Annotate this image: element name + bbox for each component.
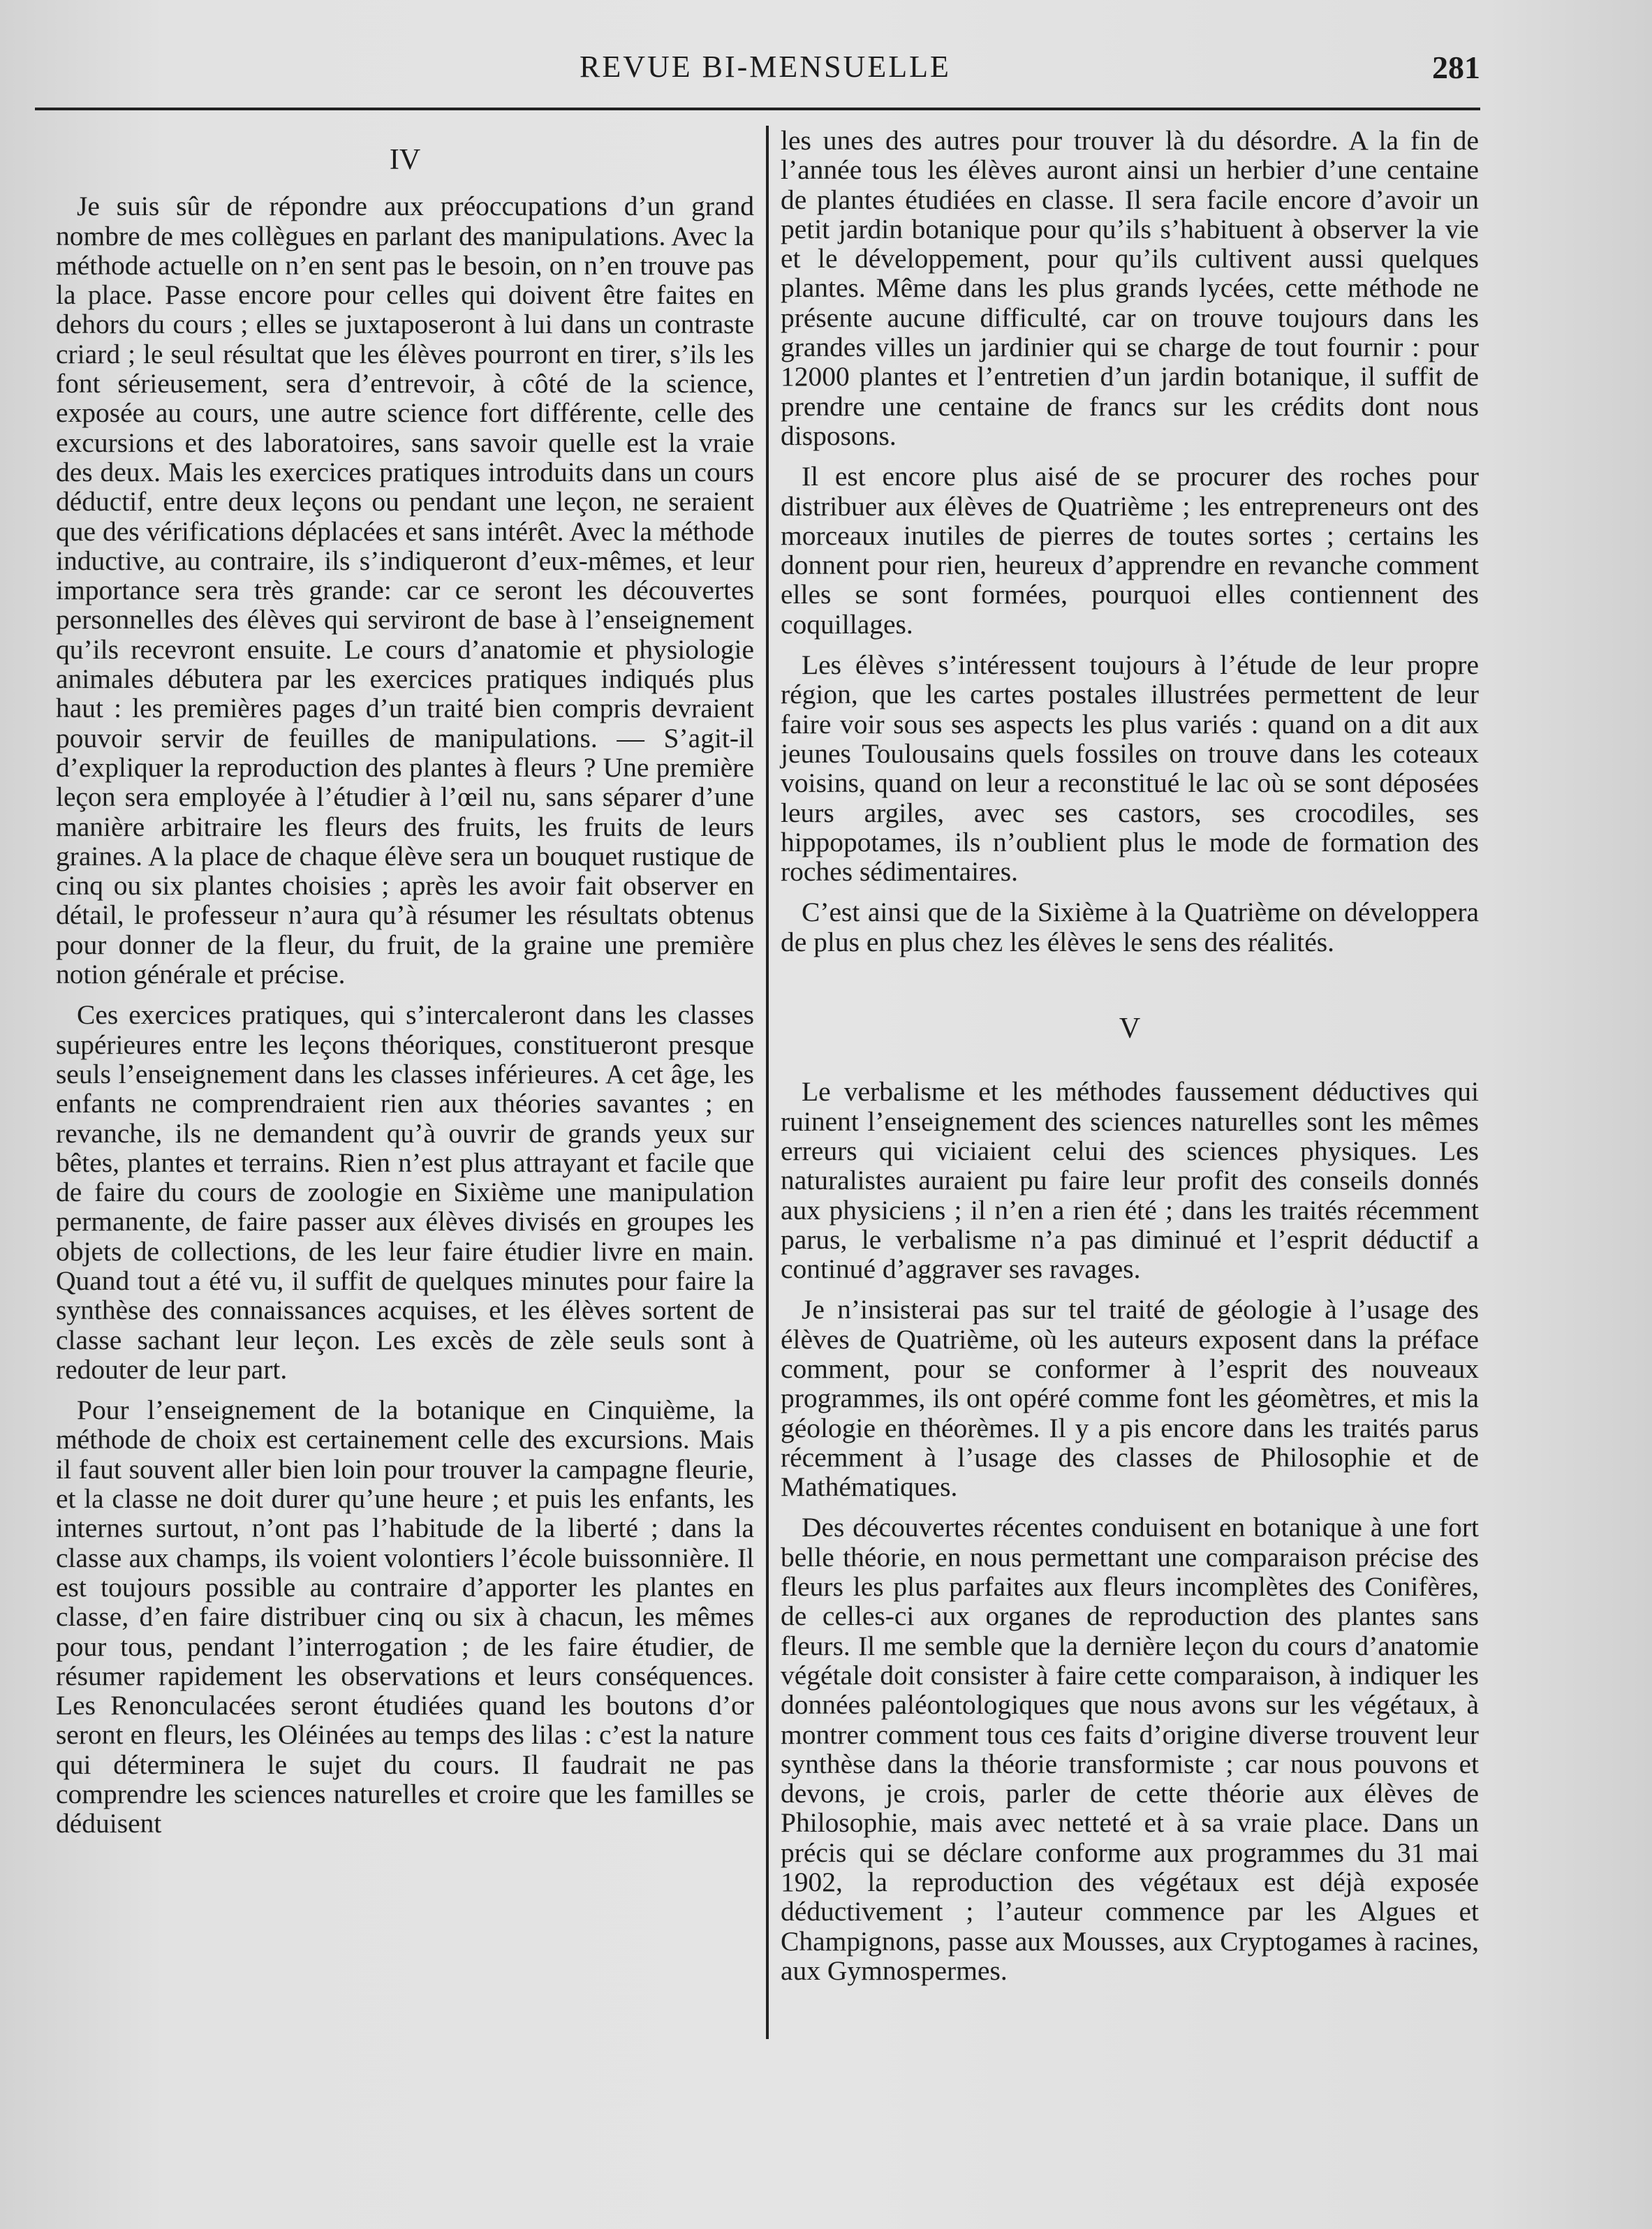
- paragraph: Il est encore plus aisé de se procurer des roches pour distribuer aux élèves de Quatrième ; les entrepreneurs ont des morceaux inutiles de pierres de toutes sortes ; certains les donnent pour rien, heureux d’apprendre en revanche comment elles se sont formées, pourquoi elles contiennent des coquillages.: [781, 461, 1479, 640]
- right-column: [781, 126, 1479, 1985]
- journal-title: REVUE BI-MENSUELLE: [580, 50, 951, 84]
- page-number: 281: [1432, 50, 1480, 85]
- paragraph: Je n’insisterai pas sur tel traité de géologie à l’usage des élèves de Quatrième, où les auteurs exposent dans la préface comment, pour se conformer à l’esprit des nouveaux programmes, ils ont opéré comme font les géomètres, et mis la géologie en théorèmes. Il y a pis encore dans les traités parus récemment à l’usage des classes de Philosophie et de Mathématiques.: [781, 1294, 1479, 1503]
- column-divider: [766, 126, 769, 2039]
- header-rule: [35, 108, 1480, 110]
- paragraph: Ces exercices pratiques, qui s’intercaleront dans les classes supérieures entre les leçons théoriques, constitueront presque seuls l’enseignement dans les classes inférieures. A cet âge, les enfants ne comprendraient rien aux théories savantes ; en revanche, ils ne demandent qu’à ouvrir de grands yeux sur bêtes, plantes et terrains. Rien n’est plus attrayant et facile que de faire du cours de zoologie en Sixième une manipulation permanente, de faire passer aux élèves divisés en groupes les objets de collections, de les leur faire étudier livre en main. Quand tout a été vu, il suffit de quelques minutes pour faire la synthèse des connaissances acquises, et les élèves sortent de classe sachant leur leçon. Les excès de zèle seuls sont à redouter de leur part.: [56, 999, 754, 1385]
- paragraph-continued: les unes des autres pour trouver là du désordre. A la fin de l’année tous les élèves auront ainsi un herbier d’une centaine de plantes étudiées en classe. Il sera facile encore d’avoir un petit jardin botanique pour qu’ils s’habituent à observer la vie et le développement, pour qu’ils cultivent aussi quelques plantes. Même dans les plus grands lycées, cette méthode ne présente aucune difficulté, car on trouve toujours dans les grandes villes un jardinier qui se charge de tout fournir : pour 12000 plantes et l’entretien d’un jardin botanique, il suffit de prendre une centaine de francs sur les crédits dont nous disposons.: [781, 125, 1479, 451]
- running-head: [42, 49, 1480, 98]
- paragraph: Je suis sûr de répondre aux préoccupations d’un grand nombre de mes collègues en parlant des manipulations. Avec la méthode actuelle on n’en sent pas le besoin, on n’en trouve pas la place. Passe encore pour celles qui doivent être faites en dehors du cours ; elles se juxtaposeront à lui dans un contraste criard ; le seul résultat que les élèves pourront en tirer, s’ils les font sérieusement, sera d’entrevoir, à côté de la science, exposée au cours, une autre science fort différente, celle des excursions et des laboratoires, sans savoir quelle est la vraie des deux. Mais les exercices pratiques introduits dans un cours déductif, entre deux leçons ou pendant une leçon, ne seraient que des vérifications déplacées et sans intérêt. Avec la méthode inductive, au contraire, ils s’indiqueront d’eux-mêmes, et leur importance sera très grande: car ce seront les découvertes personnelles des élèves qui serviront de base à l’enseignement qu’ils recevront ensuite. Le cours d’anatomie et physiologie animales débutera par les exercices pratiques indiqués plus haut : les premières pages d’un traité bien compris devraient pouvoir servir de feuilles de manipulations. — S’agit-il d’expliquer la reproduction des plantes à fleurs ? Une première leçon sera employée à l’étudier à l’œil nu, sans séparer d’une manière arbitraire les fleurs des fruits, les fruits de leurs graines. A la place de chaque élève sera un bouquet rustique de cinq ou six plantes choisies ; après les avoir fait observer en détail, le professeur n’aura qu’à résumer les résultats obtenus pour donner de la fleur, du fruit, de la graine une première notion générale et précise.: [56, 191, 754, 990]
- left-column: [56, 126, 754, 1839]
- section-heading-iv: IV: [389, 144, 421, 176]
- paragraph: Les élèves s’intéressent toujours à l’étude de leur propre région, que les cartes postales illustrées permettent de leur faire voir sous ses aspects les plus variés : quand on a dit aux jeunes Toulousains quels fossiles on trouve dans les coteaux voisins, quand on leur a reconstitué le lac où se sont déposées leurs argiles, avec ses castors, ses crocodiles, ses hippopotames, ils n’oublient plus le mode de formation des roches sédimentaires.: [781, 649, 1479, 888]
- paragraph: C’est ainsi que de la Sixième à la Quatrième on développera de plus en plus chez les élèves le sens des réalités.: [781, 897, 1479, 957]
- paragraph: Le verbalisme et les méthodes faussement déductives qui ruinent l’enseignement des sciences naturelles sont les mêmes erreurs qui viciaient celui des sciences physiques. Les naturalistes auraient pu faire leur profit des conseils donnés aux physiciens ; il n’en a rien été ; dans les traités récemment parus, le verbalisme n’a pas diminué et l’esprit déductif a continué d’aggraver ses ravages.: [781, 1076, 1479, 1285]
- paragraph: Des découvertes récentes conduisent en botanique à une fort belle théorie, en nous permettant une comparaison précise des fleurs les plus parfaites aux fleurs incomplètes des Conifères, de celles-ci aux organes de reproduction des plantes sans fleurs. Il me semble que la dernière leçon du cours d’anatomie végétale doit consister à faire cette comparaison, à indiquer les données paléontologiques que nous avons sur les végétaux, à montrer comment tous ces faits d’origine diverse trouvent leur synthèse dans la théorie transformiste ; car nous pouvons et devons, je crois, parler de cette théorie aux élèves de Philosophie, mais avec netteté et à sa vraie place. Dans un précis qui se déclare conforme aux programmes du 31 mai 1902, la reproduction des végétaux est déjà exposée déductivement ; l’auteur commence par les Algues et Champignons, passe aux Mousses, aux Cryptogames à racines, aux Gymnospermes.: [781, 1512, 1479, 1986]
- paragraph: Pour l’enseignement de la botanique en Cinquième, la méthode de choix est certainement celle des excursions. Mais il faut souvent aller bien loin pour trouver la campagne fleurie, et la classe ne doit durer qu’une heure ; et puis les enfants, les internes surtout, n’ont pas l’habitude de la liberté ; dans la classe aux champs, ils voient volontiers l’école buissonnière. Il est toujours possible au contraire d’apporter les plantes en classe, d’en faire distribuer cinq ou six à chacun, les mêmes pour tous, pendant l’interrogation ; de les faire étudier, de résumer rapidement les observations et leurs conséquences. Les Renonculacées seront étudiées quand les boutons d’or seront en fleurs, les Oléinées au temps des lilas : c’est la nature qui déterminera le sujet du cours. Il faudrait ne pas comprendre les sciences naturelles et croire que les familles se déduisent: [56, 1395, 754, 1839]
- section-heading-v: V: [1119, 1013, 1141, 1045]
